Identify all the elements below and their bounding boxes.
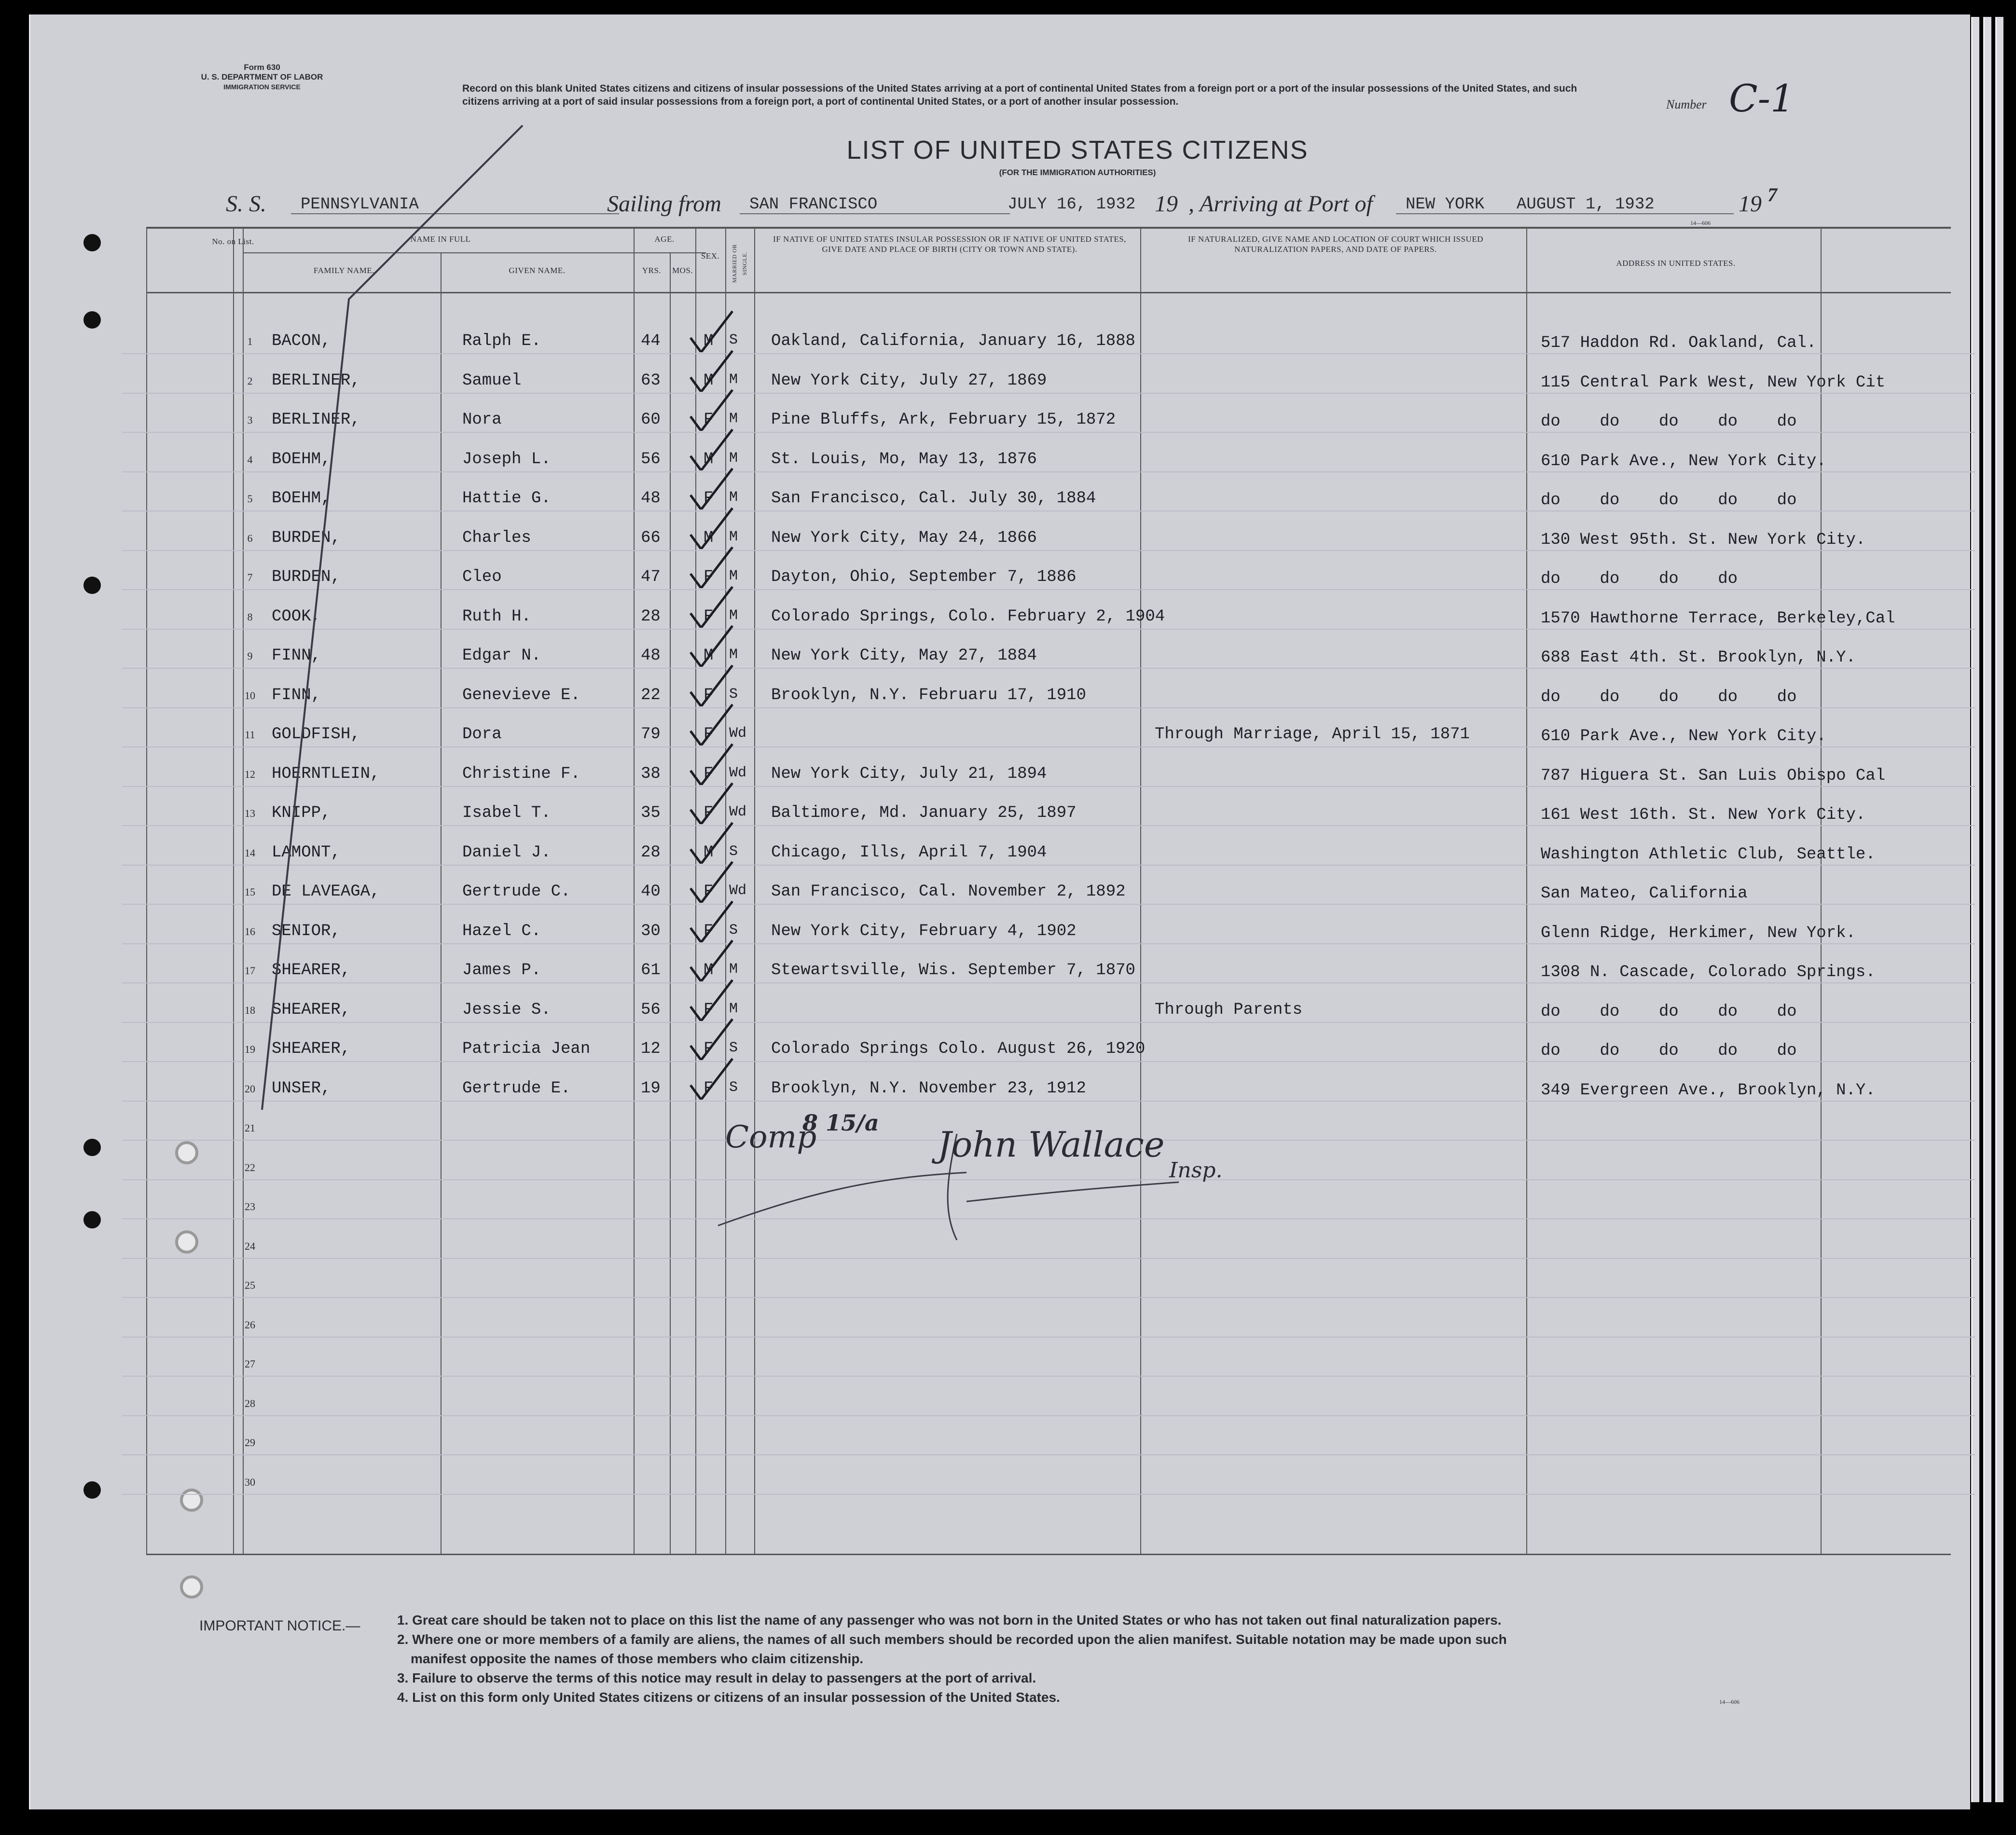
age-years: 12	[641, 1040, 661, 1058]
col-rule	[1140, 227, 1141, 1554]
family-name: GOLDFISH,	[272, 725, 360, 744]
notice-label: IMPORTANT NOTICE.—	[199, 1618, 360, 1634]
notice-code: 14—606	[1719, 1698, 1740, 1705]
birth-place-date: Baltimore, Md. January 25, 1897	[771, 804, 1077, 822]
given-name: Genevieve E.	[462, 686, 580, 704]
check-mark	[687, 584, 735, 628]
manifest-page	[29, 14, 1970, 1809]
col-rule	[146, 227, 147, 1554]
birth-place-date: New York City, May 24, 1866	[771, 528, 1037, 547]
row-number: 11	[245, 729, 255, 741]
year-suffix: 7	[1767, 184, 1777, 206]
row-number: 2	[247, 374, 253, 387]
page-subtitle: (FOR THE IMMIGRATION AUTHORITIES)	[999, 168, 1156, 177]
age-years: 22	[641, 686, 661, 704]
page-title: LIST OF UNITED STATES CITIZENS	[846, 136, 1309, 165]
row-number: 12	[245, 768, 255, 780]
row-rule	[122, 1454, 1975, 1455]
sex: F	[704, 686, 714, 704]
check-mark	[687, 309, 735, 352]
given-name: Gertrude C.	[462, 883, 571, 901]
binder-hole	[83, 311, 101, 329]
age-years: 28	[641, 843, 661, 862]
address: 787 Higuera St. San Luis Obispo Cal	[1541, 766, 1886, 785]
check-mark	[687, 387, 735, 431]
given-name: Daniel J.	[462, 843, 551, 862]
address: do do do do do	[1541, 1042, 1797, 1060]
marital-status: M	[729, 647, 738, 663]
row-number: 6	[247, 532, 253, 544]
age-years: 60	[641, 411, 661, 429]
address: 1308 N. Cascade, Colorado Springs.	[1541, 963, 1876, 981]
number-value: C-1	[1729, 77, 1795, 121]
row-number: 21	[245, 1122, 255, 1134]
address: 115 Central Park West, New York Cit	[1541, 373, 1886, 392]
check-mark	[687, 781, 735, 824]
row-number: 7	[247, 571, 253, 583]
marital-status: Wd	[729, 883, 747, 899]
check-mark	[687, 859, 735, 903]
family-name: FINN,	[272, 686, 321, 704]
family-name: SHEARER,	[272, 961, 351, 980]
marital-status: M	[729, 489, 738, 506]
age-years: 44	[641, 332, 661, 350]
family-name: DE LAVEAGA,	[272, 883, 380, 901]
sex: F	[704, 764, 714, 783]
col-header-naturalized: IF NATURALIZED, GIVE NAME AND LOCATION OF COURT WHICH ISSUED NATURALIZATION PAPERS, AND DATE OF PAPERS.	[1188, 235, 1483, 254]
sex: M	[704, 450, 714, 469]
marital-status: M	[729, 607, 738, 624]
birth-place-date: St. Louis, Mo, May 13, 1876	[771, 450, 1037, 469]
col-rule	[1526, 227, 1527, 1554]
ss-label: S. S.	[226, 191, 266, 217]
given-name: Edgar N.	[462, 647, 541, 665]
col-header-sex: SEX.	[701, 251, 720, 261]
given-name: Jessie S.	[462, 1000, 551, 1019]
age-years: 28	[641, 607, 661, 626]
marital-status: M	[729, 411, 738, 427]
birth-place-date: New York City, February 4, 1902	[771, 922, 1077, 940]
family-name: COOK,	[272, 607, 321, 626]
ship-name: PENNSYLVANIA	[301, 195, 419, 214]
check-mark	[687, 663, 735, 706]
marital-status: M	[729, 568, 738, 584]
row-number: 8	[247, 610, 253, 623]
check-mark	[687, 623, 735, 667]
address: 349 Evergreen Ave., Brooklyn, N.Y.	[1541, 1081, 1876, 1100]
family-name: UNSER,	[272, 1079, 331, 1098]
binder-ring	[175, 1230, 198, 1254]
sex: F	[704, 411, 714, 429]
birth-place-date: San Francisco, Cal. November 2, 1892	[771, 883, 1126, 901]
age-years: 63	[641, 371, 661, 390]
row-number: 22	[245, 1161, 255, 1173]
sex: M	[704, 961, 714, 980]
family-name: BURDEN,	[272, 528, 341, 547]
col-header-birth: IF NATIVE OF UNITED STATES INSULAR POSSESSION OR IF NATIVE OF UNITED STATES, GIVE DATE AND PLACE OF BIRTH (CITY OR TOWN AND STATE).	[773, 235, 1126, 254]
family-name: BOEHM,	[272, 489, 331, 508]
marital-status: S	[729, 332, 738, 348]
birth-place-date: Oakland, California, January 16, 1888	[771, 332, 1135, 350]
sex: F	[704, 489, 714, 508]
birth-place-date: Colorado Springs, Colo. February 2, 1904	[771, 607, 1165, 626]
marital-status: Wd	[729, 804, 747, 820]
age-years: 56	[641, 450, 661, 469]
sex: M	[704, 843, 714, 862]
row-number: 15	[245, 886, 255, 898]
birth-place-date: Dayton, Ohio, September 7, 1886	[771, 568, 1077, 586]
row-number: 28	[245, 1397, 255, 1409]
birth-place-date: Colorado Springs Colo. August 26, 1920	[771, 1040, 1146, 1058]
address: Glenn Ridge, Herkimer, New York.	[1541, 924, 1856, 942]
col-rule	[634, 227, 635, 1554]
age-years: 47	[641, 568, 661, 586]
age-years: 48	[641, 647, 661, 665]
address: 688 East 4th. St. Brooklyn, N.Y.	[1541, 648, 1856, 667]
given-name: Isabel T.	[462, 804, 551, 822]
row-number: 25	[245, 1279, 255, 1291]
signature-title: Insp.	[1169, 1158, 1223, 1183]
marital-status: M	[729, 371, 738, 388]
family-name: HOERNTLEIN,	[272, 764, 380, 783]
marital-status: M	[729, 528, 738, 545]
family-name: BOEHM,	[272, 450, 331, 469]
check-mark	[687, 978, 735, 1021]
check-mark	[687, 899, 735, 942]
birth-place-date: New York City, July 21, 1894	[771, 764, 1047, 783]
page-edge	[1971, 17, 1979, 1802]
birth-place-date: Stewartsville, Wis. September 7, 1870	[771, 961, 1135, 980]
sex: F	[704, 1079, 714, 1098]
department: U. S. DEPARTMENT OF LABOR	[201, 72, 323, 82]
sailing-date: JULY 16, 1932	[1008, 195, 1136, 214]
sailing-from: SAN FRANCISCO	[749, 195, 878, 214]
sex: F	[704, 883, 714, 901]
sex: F	[704, 1040, 714, 1058]
row-number: 23	[245, 1200, 255, 1213]
sex: M	[704, 647, 714, 665]
check-mark	[687, 1056, 735, 1100]
family-name: KNIPP,	[272, 804, 331, 822]
family-name: SHEARER,	[272, 1000, 351, 1019]
col-header-family: FAMILY NAME.	[313, 266, 375, 275]
notice-item-1: 1. Great care should be taken not to place on this list the name of any passenger who was not born in the United States or who has not taken out final naturalization papers.	[397, 1613, 1502, 1628]
col-header-no: No. on List.	[212, 237, 254, 246]
address: do do do do do	[1541, 413, 1797, 431]
col-rule	[754, 227, 755, 1554]
form-header	[180, 63, 344, 92]
arriving-label: , Arriving at Port of	[1188, 191, 1373, 217]
signature-fraction: 8 15/a	[802, 1110, 879, 1136]
row-number: 5	[247, 493, 253, 505]
birth-place-date: Brooklyn, N.Y. Februaru 17, 1910	[771, 686, 1086, 704]
notice-item-3: 3. Failure to observe the terms of this notice may result in delay to passengers at the port of arrival.	[397, 1670, 1036, 1685]
family-name: FINN,	[272, 647, 321, 665]
age-years: 19	[641, 1079, 661, 1098]
row-number: 30	[245, 1476, 255, 1488]
col-header-age: AGE.	[654, 235, 675, 244]
address: 610 Park Ave., New York City.	[1541, 452, 1826, 470]
page-edge	[1983, 17, 1991, 1802]
birth-place-date: New York City, July 27, 1869	[771, 371, 1047, 390]
row-rule	[122, 1337, 1975, 1338]
print-code: 14—606	[1690, 220, 1711, 226]
marital-status: S	[729, 843, 738, 860]
year-prefix: 19	[1155, 191, 1178, 217]
address: Washington Athletic Club, Seattle.	[1541, 845, 1876, 864]
arriving-port: NEW YORK	[1406, 195, 1485, 214]
marital-status: M	[729, 450, 738, 467]
row-rule	[122, 1376, 1975, 1377]
row-number: 4	[247, 453, 253, 466]
age-years: 48	[641, 489, 661, 508]
age-years: 38	[641, 764, 661, 783]
address: do do do do do	[1541, 491, 1797, 510]
marital-status: M	[729, 961, 738, 978]
row-number: 10	[245, 689, 255, 702]
arriving-underline	[1396, 213, 1734, 214]
given-name: Christine F.	[462, 764, 580, 783]
birth-place-date: Chicago, Ills, April 7, 1904	[771, 843, 1047, 862]
row-number: 14	[245, 846, 255, 859]
check-mark	[687, 427, 735, 470]
marital-status: S	[729, 686, 738, 703]
family-name: SENIOR,	[272, 922, 341, 940]
sex: F	[704, 922, 714, 940]
arriving-date: AUGUST 1, 1932	[1517, 195, 1655, 214]
given-name: Ralph E.	[462, 332, 541, 350]
birth-place-date: Brooklyn, N.Y. November 23, 1912	[771, 1079, 1086, 1098]
birth-place-date: Pine Bluffs, Ark, February 15, 1872	[771, 411, 1116, 429]
binder-hole	[83, 1481, 101, 1499]
address: 517 Haddon Rd. Oakland, Cal.	[1541, 334, 1817, 352]
col-header-name: NAME IN FULL	[410, 235, 471, 244]
binder-hole	[83, 234, 101, 251]
family-name: BACON,	[272, 332, 331, 350]
row-number: 19	[245, 1043, 255, 1055]
given-name: Nora	[462, 411, 502, 429]
birth-place-date: New York City, May 27, 1884	[771, 647, 1037, 665]
family-name: BERLINER,	[272, 371, 360, 390]
page-edge	[1995, 17, 2003, 1802]
birth-place-date: San Francisco, Cal. July 30, 1884	[771, 489, 1096, 508]
binder-ring	[175, 1141, 198, 1164]
row-rule	[122, 1415, 1975, 1416]
col-header-address: ADDRESS IN UNITED STATES.	[1616, 259, 1736, 268]
notice-item-2-cont: manifest opposite the names of those members who claim citizenship.	[411, 1651, 864, 1666]
given-name: Charles	[462, 528, 531, 547]
address: 610 Park Ave., New York City.	[1541, 727, 1826, 745]
row-number: 20	[245, 1082, 255, 1095]
given-name: Samuel	[462, 371, 522, 390]
sailing-underline	[740, 213, 1010, 214]
marital-status: S	[729, 1040, 738, 1056]
marital-status: S	[729, 1079, 738, 1096]
row-number: 29	[245, 1436, 255, 1449]
row-number: 17	[245, 965, 255, 977]
given-name: Patricia Jean	[462, 1040, 591, 1058]
sex: F	[704, 568, 714, 586]
given-name: Ruth H.	[462, 607, 531, 626]
given-name: James P.	[462, 961, 541, 980]
marital-status: S	[729, 922, 738, 938]
row-number: 24	[245, 1240, 255, 1252]
given-name: Gertrude E.	[462, 1079, 571, 1098]
row-number: 26	[245, 1318, 255, 1331]
sex: M	[704, 371, 714, 390]
binder-ring	[180, 1575, 203, 1599]
family-name: LAMONT,	[272, 843, 341, 862]
pen-stroke	[243, 116, 532, 1129]
marital-status: M	[729, 1000, 738, 1017]
given-name: Dora	[462, 725, 502, 744]
col-rule	[1821, 227, 1822, 1554]
check-mark	[687, 742, 735, 785]
row-rule	[122, 1297, 1975, 1298]
naturalization: Through Marriage, April 15, 1871	[1155, 725, 1470, 744]
notice-item-2: 2. Where one or more members of a family are aliens, the names of all such members should be recorded upon the alien manifest. Suitable notation may be made upon such	[397, 1632, 1507, 1647]
binder-hole	[83, 1211, 101, 1228]
address: San Mateo, California	[1541, 884, 1748, 903]
binder-ring	[180, 1489, 203, 1512]
family-name: SHEARER,	[272, 1040, 351, 1058]
address: 130 West 95th. St. New York City.	[1541, 530, 1866, 549]
row-number: 1	[247, 335, 253, 347]
row-number: 9	[247, 650, 253, 662]
sailing-label: Sailing from	[607, 191, 721, 217]
sex: M	[704, 528, 714, 547]
year-prefix-2: 19	[1739, 191, 1762, 217]
check-mark	[687, 348, 735, 392]
sex: F	[704, 804, 714, 822]
family-name: BERLINER,	[272, 411, 360, 429]
check-mark	[687, 506, 735, 549]
check-mark	[687, 545, 735, 588]
table-bottom-rule	[146, 1554, 1951, 1555]
row-rule	[122, 1494, 1975, 1495]
check-mark	[687, 820, 735, 864]
age-years: 40	[641, 883, 661, 901]
family-name: BURDEN,	[272, 568, 341, 586]
binder-hole	[83, 577, 101, 594]
service: IMMIGRATION SERVICE	[223, 83, 301, 91]
row-number: 27	[245, 1358, 255, 1370]
signature-name: John Wallace	[938, 1124, 1165, 1165]
given-name: Hattie G.	[462, 489, 551, 508]
naturalization: Through Parents	[1155, 1000, 1303, 1019]
given-name: Cleo	[462, 568, 502, 586]
given-name: Hazel C.	[462, 922, 541, 940]
age-years: 61	[641, 961, 661, 980]
age-years: 66	[641, 528, 661, 547]
col-header-yrs: YRS.	[642, 266, 662, 275]
address: 1570 Hawthorne Terrace, Berkeley,Cal	[1541, 609, 1895, 628]
col-header-given: GIVEN NAME.	[509, 266, 566, 275]
marital-status: Wd	[729, 764, 747, 781]
row-number: 18	[245, 1004, 255, 1016]
sex: F	[704, 1000, 714, 1019]
binder-hole	[83, 1139, 101, 1156]
check-mark	[687, 938, 735, 981]
check-mark	[687, 702, 735, 745]
check-mark	[687, 466, 735, 510]
row-number: 13	[245, 807, 255, 819]
address: do do do do	[1541, 570, 1738, 588]
marital-status: Wd	[729, 725, 747, 742]
age-years: 35	[641, 804, 661, 822]
age-years: 56	[641, 1000, 661, 1019]
col-header-married: MARRIED OR SINGLE.	[731, 244, 748, 283]
sex: M	[704, 332, 714, 350]
col-rule	[670, 252, 671, 1554]
address: do do do do do	[1541, 1002, 1797, 1021]
form-number: Form 630	[244, 63, 280, 72]
signature-comp: Comp	[725, 1119, 817, 1155]
sex: F	[704, 725, 714, 744]
address: 161 West 16th. St. New York City.	[1541, 806, 1866, 824]
col-header-mos: MOS.	[672, 266, 693, 275]
age-years: 79	[641, 725, 661, 744]
address: do do do do do	[1541, 688, 1797, 706]
record-instructions: Record on this blank United States citizens and citizens of insular possessions of the United States arriving at a port of continental United States from a foreign port or a port of the insular possessions of the United States, and such citizens arriving at a port of said insular possessions from a foreign port, a port of continental United States, or a port of another insular possession.	[462, 83, 1577, 107]
age-years: 30	[641, 922, 661, 940]
number-label: Number	[1666, 97, 1707, 111]
row-number: 3	[247, 414, 253, 426]
check-mark	[687, 1017, 735, 1060]
given-name: Joseph L.	[462, 450, 551, 469]
row-number: 16	[245, 925, 255, 938]
sex: F	[704, 607, 714, 626]
notice-item-4: 4. List on this form only United States citizens or citizens of an insular possession of the United States.	[397, 1690, 1060, 1705]
